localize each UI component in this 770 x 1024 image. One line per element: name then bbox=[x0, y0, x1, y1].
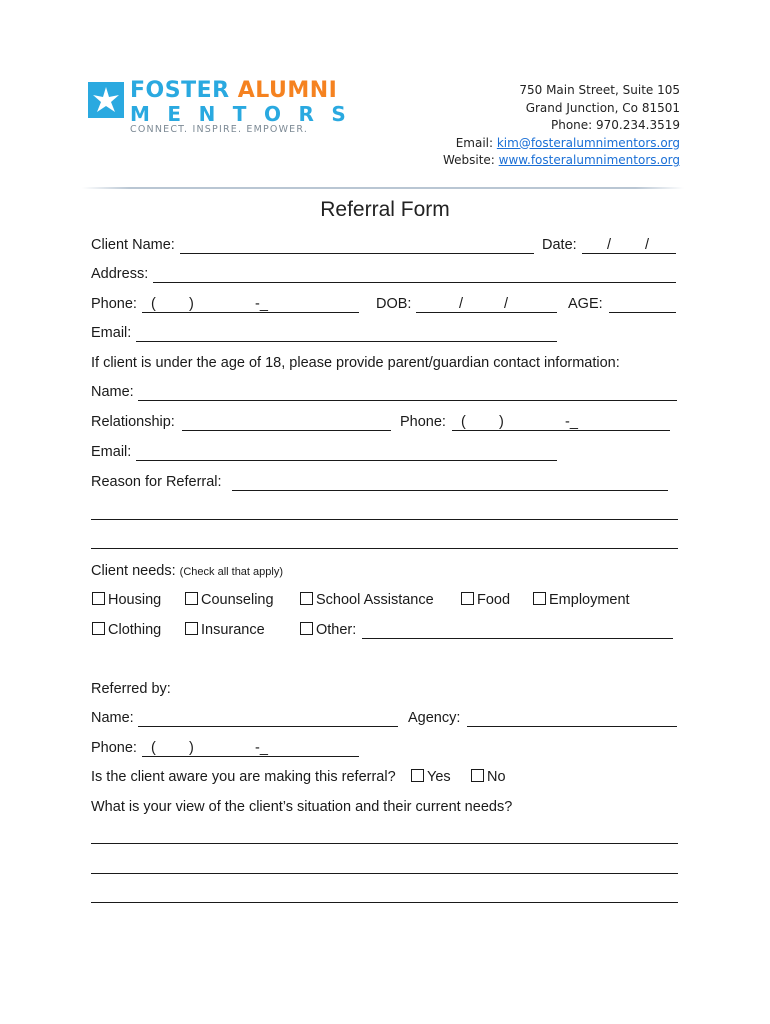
reason-label: Reason for Referral: bbox=[91, 474, 222, 490]
need-counseling-option[interactable] bbox=[185, 592, 274, 608]
contact-email-label: Email: bbox=[455, 135, 497, 150]
checkbox-icon[interactable] bbox=[92, 592, 105, 605]
client-needs-hint: (Check all that apply) bbox=[179, 566, 283, 578]
checkbox-icon[interactable] bbox=[471, 769, 484, 782]
checkbox-icon[interactable] bbox=[300, 592, 313, 605]
starfish-logo-icon bbox=[88, 82, 124, 118]
reason-field[interactable] bbox=[232, 490, 668, 491]
client-needs-heading bbox=[91, 563, 283, 579]
address-label: Address: bbox=[91, 266, 149, 282]
checkbox-icon[interactable] bbox=[533, 592, 546, 605]
form-title: Referral Form bbox=[320, 198, 450, 221]
dob-label: DOB: bbox=[376, 296, 412, 312]
guardian-prompt: If client is under the age of 18, please provide parent/guardian contact information: bbox=[91, 355, 620, 371]
reason-field-line-3[interactable] bbox=[91, 548, 678, 549]
need-food-option[interactable] bbox=[461, 592, 510, 608]
view-question: What is your view of the client’s situation and their current needs? bbox=[91, 799, 513, 815]
age-field[interactable] bbox=[609, 312, 676, 313]
need-employment-label: Employment bbox=[549, 592, 630, 608]
agency-label: Agency: bbox=[408, 710, 461, 726]
guardian-phone-label: Phone: bbox=[400, 414, 446, 430]
date-slash-2: / bbox=[645, 237, 650, 253]
address-field[interactable] bbox=[153, 282, 676, 283]
dob-slash-2: / bbox=[504, 296, 509, 312]
referred-by-label: Referred by: bbox=[91, 681, 171, 697]
aware-yes-option[interactable] bbox=[411, 769, 451, 785]
guardian-phone-dash: -_ bbox=[565, 414, 578, 430]
client-needs-label: Client needs: bbox=[91, 563, 176, 579]
need-other-option[interactable] bbox=[300, 622, 356, 638]
checkbox-icon[interactable] bbox=[92, 622, 105, 635]
dob-slash-1: / bbox=[459, 296, 464, 312]
relationship-label: Relationship: bbox=[91, 414, 175, 430]
checkbox-icon[interactable] bbox=[461, 592, 474, 605]
agency-field[interactable] bbox=[467, 726, 677, 727]
checkbox-icon[interactable] bbox=[185, 592, 198, 605]
reason-field-line-2[interactable] bbox=[91, 519, 678, 520]
view-answer-line-2[interactable] bbox=[91, 873, 678, 874]
phone-dash: -_ bbox=[255, 296, 268, 312]
age-label: AGE: bbox=[568, 296, 603, 312]
contact-email-link[interactable]: kim@fosteralumnimentors.org bbox=[496, 135, 680, 150]
contact-website-link[interactable]: www.fosteralumnimentors.org bbox=[498, 153, 680, 167]
client-name-label: Client Name: bbox=[91, 237, 175, 253]
aware-no-option[interactable] bbox=[471, 769, 506, 785]
guardian-email-label: Email: bbox=[91, 444, 132, 460]
logo-word-alumni: ALUMNI bbox=[237, 78, 338, 103]
contact-block bbox=[443, 82, 680, 170]
dob-field[interactable] bbox=[416, 312, 557, 313]
date-field[interactable] bbox=[582, 253, 676, 254]
guardian-name-label: Name: bbox=[91, 384, 134, 400]
need-clothing-label: Clothing bbox=[108, 622, 162, 638]
contact-phone: Phone: 970.234.3519 bbox=[550, 118, 680, 132]
aware-yes-label: Yes bbox=[427, 769, 451, 785]
referrer-phone-label: Phone: bbox=[91, 740, 137, 756]
logo-tagline: CONNECT. INSPIRE. EMPOWER. bbox=[130, 124, 309, 135]
referrer-phone-paren-open: ( bbox=[151, 740, 156, 756]
phone-field[interactable] bbox=[142, 312, 359, 313]
phone-paren-close: ) bbox=[189, 296, 194, 312]
checkbox-icon[interactable] bbox=[300, 622, 313, 635]
email-label: Email: bbox=[91, 325, 132, 341]
logo-wordmark-top bbox=[130, 78, 337, 104]
contact-website-label: Website: bbox=[442, 153, 499, 167]
need-food-label: Food bbox=[477, 592, 511, 608]
contact-website-row bbox=[443, 152, 680, 170]
address-line-2: Grand Junction, Co 81501 bbox=[525, 100, 680, 115]
guardian-phone-paren-close: ) bbox=[499, 414, 504, 430]
contact-email-row bbox=[443, 135, 680, 153]
need-school-label: School Assistance bbox=[316, 592, 434, 608]
address-line-1: 750 Main Street, Suite 105 bbox=[519, 83, 680, 97]
date-slash-1: / bbox=[607, 237, 612, 253]
phone-label: Phone: bbox=[91, 296, 137, 312]
referrer-phone-paren-close: ) bbox=[189, 740, 194, 756]
aware-question: Is the client aware you are making this referral? bbox=[91, 769, 396, 785]
guardian-phone-field[interactable] bbox=[452, 430, 670, 431]
need-clothing-option[interactable] bbox=[92, 622, 161, 638]
need-insurance-label: Insurance bbox=[201, 622, 265, 638]
need-insurance-option[interactable] bbox=[185, 622, 265, 638]
guardian-name-field[interactable] bbox=[138, 400, 677, 401]
need-employment-option[interactable] bbox=[533, 592, 630, 608]
phone-paren-open: ( bbox=[151, 296, 156, 312]
view-answer-line-3[interactable] bbox=[91, 902, 678, 903]
need-housing-option[interactable] bbox=[92, 592, 161, 608]
need-other-field[interactable] bbox=[362, 638, 673, 639]
logo-word-foster: FOSTER bbox=[130, 78, 230, 103]
guardian-email-field[interactable] bbox=[136, 460, 557, 461]
guardian-phone-paren-open: ( bbox=[461, 414, 466, 430]
logo-word-mentors: MENTORS bbox=[130, 102, 364, 126]
referrer-phone-field[interactable] bbox=[142, 756, 359, 757]
relationship-field[interactable] bbox=[182, 430, 391, 431]
view-answer-line-1[interactable] bbox=[91, 843, 678, 844]
checkbox-icon[interactable] bbox=[185, 622, 198, 635]
date-label: Date: bbox=[542, 237, 577, 253]
need-school-option[interactable] bbox=[300, 592, 434, 608]
foster-alumni-mentors-logo bbox=[88, 78, 364, 142]
email-field[interactable] bbox=[136, 341, 557, 342]
need-housing-label: Housing bbox=[108, 592, 162, 608]
referrer-phone-dash: -_ bbox=[255, 740, 268, 756]
need-other-label: Other: bbox=[316, 622, 357, 638]
need-counseling-label: Counseling bbox=[201, 592, 274, 608]
checkbox-icon[interactable] bbox=[411, 769, 424, 782]
referrer-name-field[interactable] bbox=[138, 726, 398, 727]
header-divider bbox=[82, 187, 684, 189]
client-name-field[interactable] bbox=[180, 253, 534, 254]
referrer-name-label: Name: bbox=[91, 710, 134, 726]
aware-no-label: No bbox=[487, 769, 506, 785]
